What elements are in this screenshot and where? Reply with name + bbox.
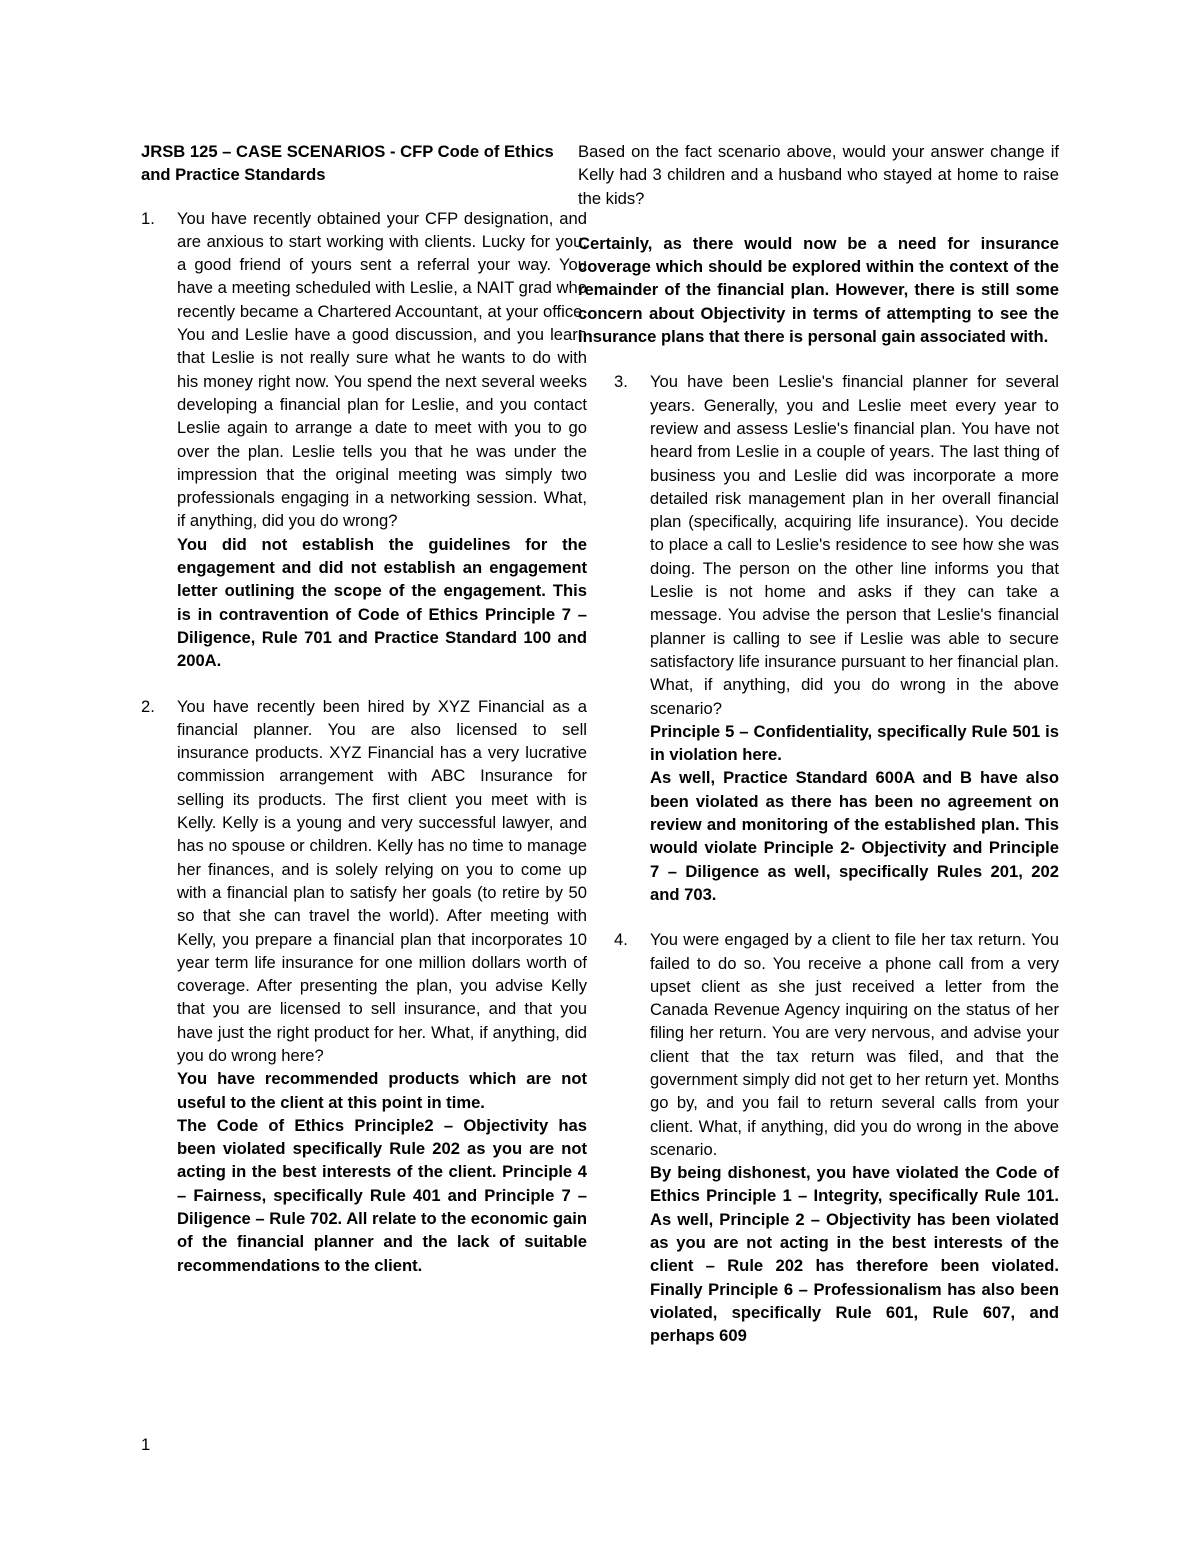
- scenario-2: [141, 695, 587, 1277]
- scenario-question: You were engaged by a client to file her tax return. You failed to do so. You receive a phone call from a very upset client as she just received a letter from the Canada Revenue Agency inquiring on the status of her filing her return. You are very nervous, and advise your client that the tax return was filed, and that the government simply did not get to her return yet. Months go by, and you fail to return several calls from your client. What, if anything, did you do wrong in the above scenario.: [650, 930, 1059, 1159]
- scenario-answer: As well, Practice Standard 600A and B have also been violated as there has been no agreement on review and monitoring of the established plan. This would violate Principle 2- Objectivity and Principle 7 – Diligence as well, specifically Rules 201, 202 and 703.: [650, 768, 1059, 904]
- scenario-number: 3.: [614, 372, 628, 392]
- scenario-4: [614, 928, 1059, 1347]
- scenario-answer: By being dishonest, you have violated the Code of Ethics Principle 1 – Integrity, specifically Rule 101. As well, Principle 2 – Objectivity has been violated as you are not acting in the best interests of the client – Rule 202 has therefore been violated. Finally Principle 6 – Professionalism has also been violated, specifically Rule 601, Rule 607, and perhaps 609: [650, 1163, 1059, 1346]
- right-column: [578, 140, 1059, 1348]
- scenario-answer: You did not establish the guidelines for the engagement and did not establish an engagement letter outlining the scope of the engagement. This is in contravention of Code of Ethics Principle 7 – Diligence, Rule 701 and Practice Standard 100 and 200A.: [177, 534, 587, 671]
- scenario-number: 4.: [614, 930, 628, 950]
- page-number: 1: [141, 1435, 151, 1454]
- followup-answer: Certainly, as there would now be a need for insurance coverage which should be explored within the context of the remainder of the financial plan. However, there is still some concern about Objectivity in terms of attempting to see the insurance plans that there is personal gain associated with.: [578, 233, 1059, 347]
- scenario-3: [614, 370, 1059, 906]
- scenario-1: [141, 207, 587, 673]
- scenario-answer: The Code of Ethics Principle2 – Objectivity has been violated specifically Rule 202 as you are not acting in the best interests of the client. Principle 4 – Fairness, specifically Rule 401 and Principle 7 – Diligence – Rule 702. All relate to the economic gain of the financial planner and the lack of suitable recommendations to the client.: [177, 1115, 587, 1275]
- scenario-number: 2.: [141, 696, 155, 716]
- scenario-question: You have recently been hired by XYZ Financial as a financial planner. You are also licensed to sell insurance products. XYZ Financial has a very lucrative commission arrangement with ABC Insurance for selling its products. The first client you meet with is Kelly. Kelly is a young and very successful lawyer, and has no spouse or children. Kelly has no time to manage her finances, and is solely relying on you to come up with a financial plan to satisfy her goals (to retire by 50 so that she can travel the world). After meeting with Kelly, you prepare a financial plan that incorporates 10 year term life insurance for one million dollars worth of coverage. After presenting the plan, you advise Kelly that you are licensed to sell insurance, and that you have just the right product for her. What, if anything, did you do wrong here?: [177, 696, 587, 1065]
- scenario-question: You have been Leslie's financial planner for several years. Generally, you and Leslie meet every year to review and assess Leslie's financial plan. You have not heard from Leslie in a couple of years. The last thing of business you and Leslie did was incorporate a more detailed risk management plan in her overall financial plan (specifically, acquiring life insurance). You decide to place a call to Leslie's residence to see how she was doing. The person on the other line informs you that Leslie is not home and asks if they can take a message. You advise the person that Leslie's financial planner is calling to see if Leslie was able to secure satisfactory life insurance pursuant to her financial plan. What, if anything, did you do wrong in the above scenario?: [650, 372, 1059, 718]
- scenario-answer: Principle 5 – Confidentiality, specifically Rule 501 is in violation here.: [650, 721, 1059, 765]
- left-column: [141, 140, 587, 1277]
- scenario-2-followup: [578, 140, 1059, 348]
- scenario-answer: You have recommended products which are not useful to the client at this point in time.: [177, 1069, 587, 1112]
- followup-question: Based on the fact scenario above, would your answer change if Kelly had 3 children and a husband who stayed at home to raise the kids?: [578, 142, 1059, 208]
- scenario-question: You have recently obtained your CFP designation, and are anxious to start working with clients. Lucky for you, a good friend of yours sent a referral your way. You have a meeting scheduled with Leslie, a NAIT grad who recently became a Chartered Accountant, at your office. You and Leslie have a good discussion, and you learn that Leslie is not really sure what he wants to do with his money right now. You spend the next several weeks developing a financial plan for Leslie, and you contact Leslie again to arrange a date to meet with you to go over the plan. Leslie tells you that he was under the impression that the original meeting was simply two professionals engaging in a networking session. What, if anything, did you do wrong?: [177, 208, 587, 531]
- scenario-number: 1.: [141, 208, 155, 228]
- document-title: JRSB 125 – CASE SCENARIOS - CFP Code of Ethics and Practice Standards: [141, 142, 554, 185]
